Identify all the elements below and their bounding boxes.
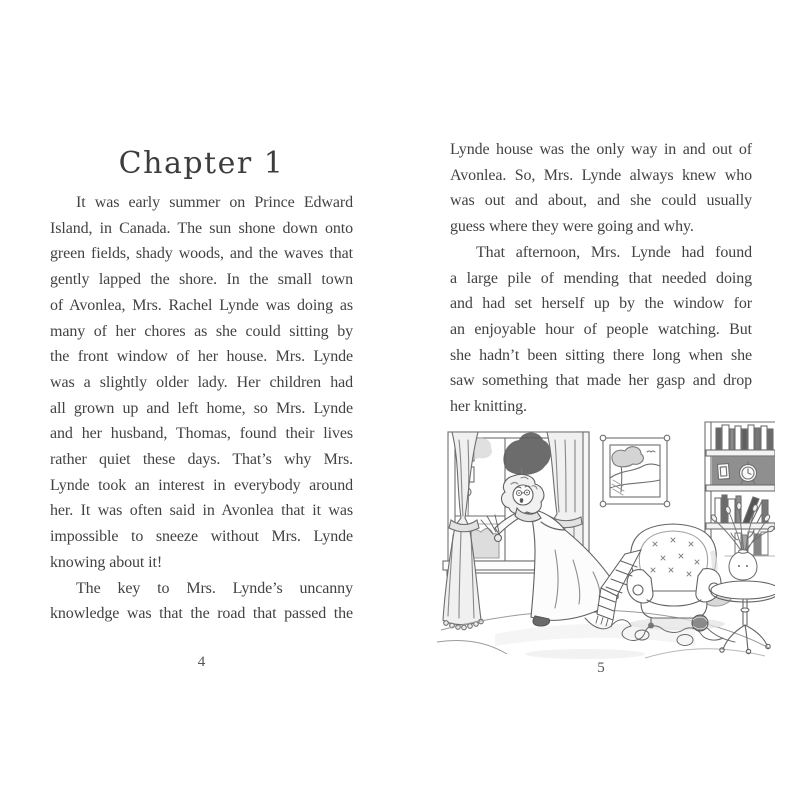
text-line: It was early summer on Prince Edward <box>76 194 353 211</box>
text-line: was a slightly older lady. Her children had <box>50 373 353 391</box>
books-middle-shelf <box>715 495 768 523</box>
text-line: That afternoon, Mrs. Lynde had found <box>476 243 752 261</box>
text-line: Lynde took an interest in everybody around <box>50 476 353 494</box>
text-line: was out and about, and she could usually <box>450 192 752 210</box>
text-line: knowledge was that the road that passed the <box>50 605 353 623</box>
left-page-number: 4 <box>197 654 206 670</box>
right-page-number: 5 <box>597 660 605 676</box>
text-line: and had set herself up by the window for <box>450 295 752 313</box>
text-line: guess where they were going and why. <box>450 218 694 236</box>
text-line: many of her chores as she could sitting by <box>50 322 353 340</box>
text-line: green fields, shady woods, and the waves that <box>50 245 353 263</box>
text-line: saw something that made her gasp and drop <box>450 372 752 390</box>
text-line: rather quiet these days. That’s why Mrs. <box>50 451 353 469</box>
text-line: Island, in Canada. The sun shone down onto <box>50 219 353 237</box>
text-line: all grown up and left home, so Mrs. Lynde <box>50 399 353 417</box>
text-line: knowing about it! <box>50 553 163 571</box>
photo-frame <box>718 464 730 480</box>
side-table <box>711 581 775 654</box>
text-line: Avonlea. So, Mrs. Lynde always knew who <box>450 166 752 184</box>
text-line: she hadn’t been sitting there long when she <box>450 346 752 364</box>
vase <box>729 552 757 580</box>
text-line: The key to Mrs. Lynde’s uncanny <box>76 579 353 597</box>
knitting <box>495 535 502 542</box>
text-line: her. It was often said in Avonlea that it was <box>50 502 353 520</box>
text-line: the front window of her house. Mrs. Lynde <box>50 348 353 366</box>
text-line: impossible to sneeze without Mrs. Lynde <box>50 528 353 546</box>
right-page-text <box>450 137 752 420</box>
sitting-room-illustration <box>435 420 775 660</box>
chapter-heading: Chapter 1 <box>118 146 285 181</box>
gasping-mouth <box>520 498 524 503</box>
framed-picture <box>600 435 670 507</box>
text-line: of Avonlea, Mrs. Rachel Lynde was doing as <box>50 296 353 314</box>
text-line: a large pile of mending that needed doing <box>450 269 752 287</box>
text-line: Lynde house was the only way in and out of <box>450 141 752 158</box>
text-line: an enjoyable hour of people watching. But <box>450 320 752 338</box>
left-page-text <box>50 190 353 627</box>
text-line: gently lapped the shore. In the small town <box>50 271 353 289</box>
text-line: her knitting. <box>450 398 527 416</box>
armchair <box>627 524 731 630</box>
text-line: and her husband, Thomas, found their lives <box>50 425 353 443</box>
books-top-shelf <box>716 425 773 450</box>
